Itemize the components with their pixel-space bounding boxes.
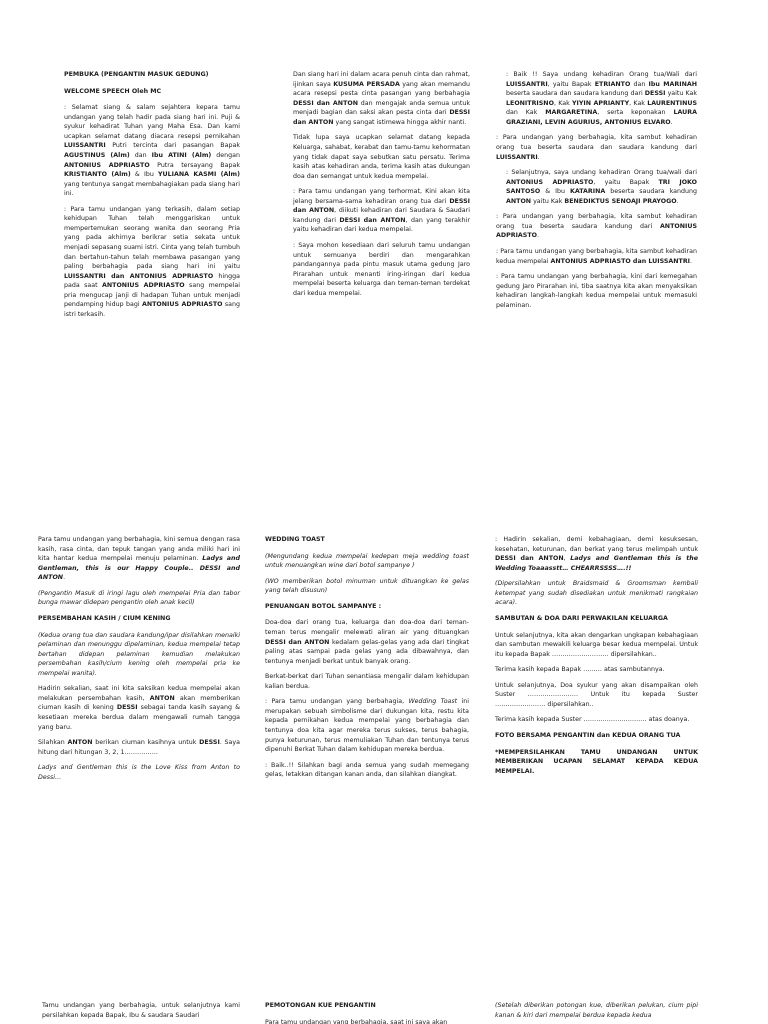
- text-run: ANTONIUS ADPRIASTO: [496, 222, 697, 240]
- text-run: (Mengundang kedua mempelai kedepan meja wedding toast untuk menuangkan wine dari botol sampanye ): [265, 552, 469, 570]
- page-2-column-1: [38, 535, 240, 788]
- text-run: : Para undangan yang berbahagia, kita sambut kehadiran orang tua beserta saudara dan saudara kandung dari: [496, 134, 697, 151]
- text-run: (Dipersilahkan untuk Braidsmaid & Groomsman kembali ketempat yang sudah disediakan untuk menikmati rangkaian acara).: [495, 580, 698, 607]
- text-run: LUISSANTRI: [64, 142, 106, 150]
- text-run: Doa-doa dari orang tua, keluarga dan doa-doa dari teman-teman terus mengalir melewati aliran air yang dituangkan: [265, 619, 469, 636]
- text-run: Ibu ATINI (Alm): [151, 151, 212, 159]
- text-run: DESSI dan ANTON: [293, 197, 470, 215]
- page-3-column-1: [42, 1001, 240, 1024]
- section-heading: [495, 731, 698, 741]
- text-run: sang istri terkasih.: [64, 301, 240, 318]
- text-run: berikan ciuman kasihnya untuk: [92, 739, 200, 747]
- paragraph: [496, 212, 697, 241]
- text-run: DESSI: [644, 90, 666, 98]
- paragraph: [38, 684, 240, 732]
- text-run: : Baik !! Saya undang kehadiran Orang tua/Wali dari: [506, 71, 697, 78]
- text-run: Ibu MARINAH: [648, 80, 698, 88]
- text-run: .: [676, 197, 679, 205]
- text-run: Dan siang hari ini dalam acara penuh cinta dan rahmat, ijinkan saya: [293, 71, 470, 88]
- page-1-column-2: [293, 70, 470, 304]
- text-run: KUSUMA PERSADA: [333, 80, 400, 88]
- text-run: Berkat-berkat dari Tuhan senantiasa mengalir dalam kehidupan kalian berdua.: [265, 673, 469, 690]
- text-run: *MEMPERSILAHKAN TAMU UNDANGAN UNTUK MEMBERIKAN UCAPAN SELAMAT KEPADA KEDUA MEMPELAI.: [495, 748, 698, 775]
- text-run: (Setelah diberikan potongan kue, diberikan pelukan, cium pipi kanan & kiri dari mempelai berdua kepada kedua: [495, 1002, 698, 1019]
- paragraph: [64, 103, 240, 199]
- text-run: PENUANGAN BOTOL SAMPANYE :: [265, 602, 382, 610]
- page-1-column-1: [64, 70, 240, 326]
- text-run: , dan yang terakhir yaitu kehadiran dari kedua mempelai.: [293, 216, 470, 234]
- text-run: .: [670, 118, 673, 126]
- text-run: yang akan memandu acara resepsi pesta cinta pasangan yang berbahagia: [293, 80, 470, 98]
- text-run: akan memberikan ciuman kasih di kening: [38, 694, 241, 712]
- text-run: : Saya mohon kesediaan dari seluruh tamu undangan untuk semuanya berdiri dan mengarahkan pandangannya pada pintu masuk utama gedung Jaro Pirarahan untuk menanti iring-iringan dari kedua mempelai beserta keluarga dan teman-teman terdekat dari kedua mempelai.: [293, 242, 470, 297]
- text-run: hingga pada saat: [64, 272, 240, 290]
- page-3: [0, 990, 768, 1024]
- text-run: ANTONIUS ADPRIASTO: [506, 178, 594, 186]
- paragraph: [496, 272, 697, 310]
- text-run: DESSI: [199, 739, 220, 747]
- paragraph: [265, 672, 469, 691]
- text-run: ANTONIUS ADPRIASTO: [64, 161, 150, 169]
- paragraph: [496, 247, 697, 266]
- text-run: ANTONIUS ADPRIASTO dan LUISSANTRI: [550, 257, 691, 265]
- paragraph: [265, 761, 469, 780]
- text-run: (WO memberikan botol minuman untuk dituangkan ke gelas yang telah disusun): [265, 577, 469, 595]
- page-3-column-3: [495, 1001, 698, 1024]
- text-run: Ladys and Gentleman this is the Love Kiss from Anton to Dessi…: [38, 764, 240, 781]
- text-run: ANTON: [67, 739, 93, 747]
- section-heading: [38, 614, 240, 624]
- section-heading: [265, 1001, 469, 1011]
- text-run: beserta saudara dan saudara kandung dari: [506, 90, 645, 98]
- text-run: Wedding Toast: [408, 698, 458, 706]
- section-heading: [265, 602, 469, 612]
- text-run: . Saya hitung dari hitungan 3, 2, 1…………….: [38, 739, 240, 756]
- paragraph: [38, 589, 240, 608]
- text-run: ANTON: [506, 197, 532, 205]
- text-run: beserta saudara kandung: [605, 188, 697, 196]
- text-run: ETRIANTO: [594, 80, 631, 88]
- text-run: ,: [563, 555, 571, 563]
- text-run: yaitu Kak: [665, 90, 697, 98]
- text-run: , yaitu Bapak: [593, 178, 659, 186]
- text-run: kedalam gelas-gelas yang ada dari tingkat paling atas sampai pada gelas yang ada dibawahnya, dan tentunya menjadi berkat untuk banyak orang.: [265, 638, 469, 665]
- text-run: Putri tercinta dari pasangan Bapak: [105, 142, 240, 150]
- text-run: DESSI dan ANTON: [293, 109, 470, 126]
- paragraph: [38, 535, 240, 583]
- text-run: : Para tamu undangan yang terhormat, Kini akan kita jelang bersama-sama kehadiran orang tua dari: [293, 188, 470, 205]
- section-heading: [265, 535, 469, 545]
- paragraph: [495, 1001, 698, 1020]
- text-run: : Para tamu undangan yang berbahagia,: [265, 698, 409, 706]
- text-run: Ladys and Gentleman this is the Wedding Toaaasstt… CHEARRSSSS….!!: [495, 555, 698, 572]
- text-run: : Selamat siang & salam sejahtera kepara tamu undangan yang telah hadir pada siang hari ini. Puji & syukur kehadirat Tuhan yang Maha Esa. Dan kami ucapkan selamat datang diacara resepsi pernikahan: [64, 104, 240, 140]
- page-1: [0, 0, 768, 400]
- page-1-column-3: [496, 70, 697, 316]
- text-run: Para tamu undangan yang berbahagia, saat ini saya akan: [265, 1018, 448, 1024]
- page-3-column-2: [265, 1001, 469, 1024]
- page-2-column-2: [265, 535, 469, 786]
- text-run: YIYIN APRIANTY: [571, 99, 630, 107]
- text-run: : Para tamu undangan yang berbahagia, kini dari kemegahan gedung Jaro Pirarahan ini, tiba saatnya kita akan menyaksikan kehadiran langkah-langkah kedua mempelai untuk memasuki pelaminan.: [496, 273, 697, 309]
- text-run: ANTONIUS ADPRIASTO: [141, 301, 223, 309]
- paragraph: [265, 618, 469, 666]
- text-run: & Ibu: [130, 171, 158, 179]
- paragraph: [64, 205, 240, 320]
- text-run: LAURENTINUS: [647, 99, 697, 107]
- text-run: SAMBUTAN & DOA DARI PERWAKILAN KELUARGA: [495, 614, 668, 622]
- text-run: : Baik..!! Silahkan bagi anda semua yang sudah memegang gelas, letakkan ditangan kanan anda, dan silahkan diangkat.: [265, 761, 469, 779]
- text-run: WEDDING TOAST: [265, 536, 325, 543]
- paragraph: [293, 133, 470, 181]
- paragraph: [293, 187, 470, 235]
- text-run: ini merupakan sebuah simbolisme dari dukungan kita, restu kita kepada pernikahan kedua mempelai yang berbahagia dan tentunya doa kita agar mereka terus sukses, terus bahagia, punya keturunan, terus memuliakan Tuhan dan tentunya terus dipenuhi Berkat Tuhan dalam kehidupan mereka berdua.: [265, 698, 469, 754]
- paragraph: [495, 681, 698, 710]
- text-run: (Kedua orang tua dan saudara kandung/ipar disilahkan menaiki pelaminan dan menunggu dipelaminan, kedua mempelai tetap bertahan didepan pelaminan kemudian melakukan persembahan kasih/cium kening oleh mempelai pria ke mempelai wanita).: [38, 631, 240, 677]
- paragraph: [265, 697, 469, 754]
- text-run: Para tamu undangan yang berbahagia, kini semua dengan rasa kasih, rasa cinta, dan tepuk tangan yang anda miliki hari ini kita hantar kedua mempelai menuju pelaminan.: [38, 536, 240, 563]
- text-run: DESSI dan ANTON: [339, 216, 406, 224]
- text-run: (Pengantin Masuk di iringi lagu oleh mempelai Pria dan tabor bunga mawar didepan pengantin oleh anak kecil): [38, 589, 240, 607]
- page-2-column-3: [495, 535, 698, 782]
- paragraph: [495, 579, 698, 608]
- text-run: MARGARETINA: [545, 109, 598, 117]
- text-run: Tamu undangan yang berbahagia, untuk selanjutnya kami persilahkan kepada Bapak, Ibu & saudara Saudari: [42, 1002, 240, 1019]
- text-run: KATARINA: [569, 188, 606, 196]
- text-run: , Kak: [553, 99, 572, 107]
- text-run: .: [690, 257, 693, 265]
- text-run: Hadirin sekalian, saat ini kita saksikan kedua mempelai akan melakukan persembahan kasih,: [38, 685, 240, 702]
- paragraph: [496, 168, 697, 206]
- text-run: Untuk selanjutnya, Doa syukur yang akan disampaikan oleh Suster …………………… Untuk itu kepada Suster …………………… dipersilahkan..: [495, 681, 698, 708]
- text-run: : Selanjutnya, saya undang kehadiran Orang tua/wali dari: [506, 169, 697, 177]
- text-run: Tidak lupa saya ucapkan selamat datang kepada Keluarga, sahabat, kerabat dan tamu-tamu kehormatan yang tidak dapat saya sebutkan satu persatu. Terima kasih atas kehadiran anda, terima kasih atas dukungan doa dan semangat untuk kedua mempelai.: [293, 134, 470, 180]
- paragraph: [496, 133, 697, 162]
- paragraph: [496, 70, 697, 127]
- text-run: PEMOTONGAN KUE PENGANTIN: [265, 1002, 376, 1009]
- text-run: PEMBUKA (PENGANTIN MASUK GEDUNG): [64, 71, 209, 78]
- text-run: .: [63, 574, 66, 582]
- text-run: Ladys and Gentleman, this is our Happy Couple.. DESSI and ANTON: [38, 555, 240, 582]
- text-run: LUISSANTRI dan ANTONIUS ADPRIASTO: [64, 272, 214, 280]
- text-run: DESSI dan ANTON: [293, 99, 358, 107]
- text-run: ANTONIUS ADPRIASTO: [102, 282, 185, 290]
- section-heading: [495, 614, 698, 624]
- text-run: : Para undangan yang berbahagia, kita sambut kehadiran orang tua beserta saudara kandung dari: [496, 213, 697, 230]
- page-2: [0, 400, 768, 990]
- text-run: sebagai tanda kasih sayang & kesetiaan mereka berdua dalam mengawali rumah tangga yang baru.: [38, 704, 240, 731]
- text-run: dan: [129, 151, 152, 159]
- text-run: yaitu Kak: [531, 197, 565, 205]
- section-heading: [64, 87, 240, 97]
- text-run: Putra tersayang Bapak: [149, 161, 240, 169]
- text-run: DESSI: [116, 704, 138, 712]
- paragraph: [293, 70, 470, 127]
- text-run: AGUSTINUS (Alm): [64, 151, 130, 159]
- section-heading: [64, 70, 240, 80]
- text-run: : Hadirin sekalian, demi kebahagiaan, demi kesuksesan, kesehatan, keturunan, dan berkat yang terus melimpah untuk: [495, 536, 698, 553]
- text-run: Terima kasih kepada Suster ………………………… atas doanya.: [495, 716, 690, 724]
- text-run: , Kak: [629, 99, 648, 107]
- text-run: BENEDIKTUS SENOAJI PRAYOGO: [564, 197, 677, 205]
- text-run: ANTON: [149, 694, 175, 702]
- paragraph: [265, 552, 469, 571]
- paragraph: [495, 715, 698, 725]
- text-run: , serta keponakan: [597, 109, 674, 117]
- paragraph: [495, 535, 698, 573]
- paragraph: [495, 665, 698, 675]
- text-run: DESSI dan ANTON: [495, 555, 564, 563]
- text-run: dan Kak: [506, 109, 546, 117]
- text-run: , yaitu Bapak: [547, 80, 595, 88]
- text-run: dan: [630, 80, 649, 88]
- text-run: , diikuti kehadiran dari Saudara & Saudari kandung dari: [293, 207, 470, 224]
- text-run: .: [536, 232, 539, 240]
- text-run: yang tentunya sangat membahagiakan pada siang hari ini.: [64, 180, 240, 198]
- text-run: Terima kasih kepada Bapak ……… atas sambutannya.: [495, 666, 665, 674]
- paragraph: [38, 631, 240, 679]
- text-run: WELCOME SPEECH Oleh MC: [64, 87, 162, 95]
- paragraph: [495, 631, 698, 660]
- paragraph: [42, 1001, 240, 1020]
- text-run: .: [537, 153, 540, 161]
- text-run: PERSEMBAHAN KASIH / CIUM KENING: [38, 614, 171, 622]
- text-run: KRISTIANTO (Alm): [64, 171, 131, 179]
- text-run: DESSI dan ANTON: [265, 638, 330, 646]
- paragraph: [38, 763, 240, 782]
- text-run: TRI JOKO SANTOSO: [506, 178, 698, 196]
- text-run: YULIANA KASMI (Alm): [158, 171, 240, 179]
- paragraph: [265, 1018, 469, 1024]
- text-run: : Para tamu undangan yang terkasih, dalam setiap kehidupan Tuhan telah menggariskan untuk mempertemukan seorang wanita dan seorang Pria yang pada akhirnya berikrar setia sekata untuk menjadi sepasang suami istri. Cinta yang telah tumbuh dan bertahun-tahun telah membawa pasangan yang paling berbahagia pada siang hari ini yaitu: [64, 205, 240, 271]
- paragraph: [38, 738, 240, 757]
- text-run: LUISSANTRI: [496, 153, 538, 161]
- text-run: LUISSANTRI: [506, 80, 548, 88]
- text-run: Silahkan: [38, 739, 68, 747]
- paragraph: [265, 577, 469, 596]
- text-run: dan mengajak anda semua untuk menjadi bagian dan saksi akan pesta cinta dari: [293, 99, 470, 117]
- text-run: & Ibu: [540, 188, 570, 196]
- text-run: : Para tamu undangan yang berbahagia, kita sambut kehadiran kedua mempelai: [496, 248, 697, 265]
- paragraph: [293, 241, 470, 298]
- text-run: FOTO BERSAMA PENGANTIN dan KEDUA ORANG TUA: [495, 732, 681, 739]
- text-run: yang sangat istimewa hingga akhir nanti.: [333, 118, 467, 126]
- text-run: LEONITRISNO: [506, 99, 554, 107]
- text-run: LAURA GRAZIANI, LEVIN AGURIUS, ANTONIUS ELVARO: [506, 109, 698, 126]
- text-run: sang mempelai pria mengucap janji di hadapan Tuhan untuk menjadi pendamping hidup bagi: [64, 282, 240, 309]
- text-run: Untuk selanjutnya, kita akan dengarkan ungkapan kebahagiaan dan sambutan mewakili keluarga besar kedua mempelai. Untuk itu kepada Bapak ……………………… dipersilahkan..: [495, 631, 698, 658]
- paragraph: [495, 748, 698, 777]
- text-run: dengan: [211, 151, 240, 159]
